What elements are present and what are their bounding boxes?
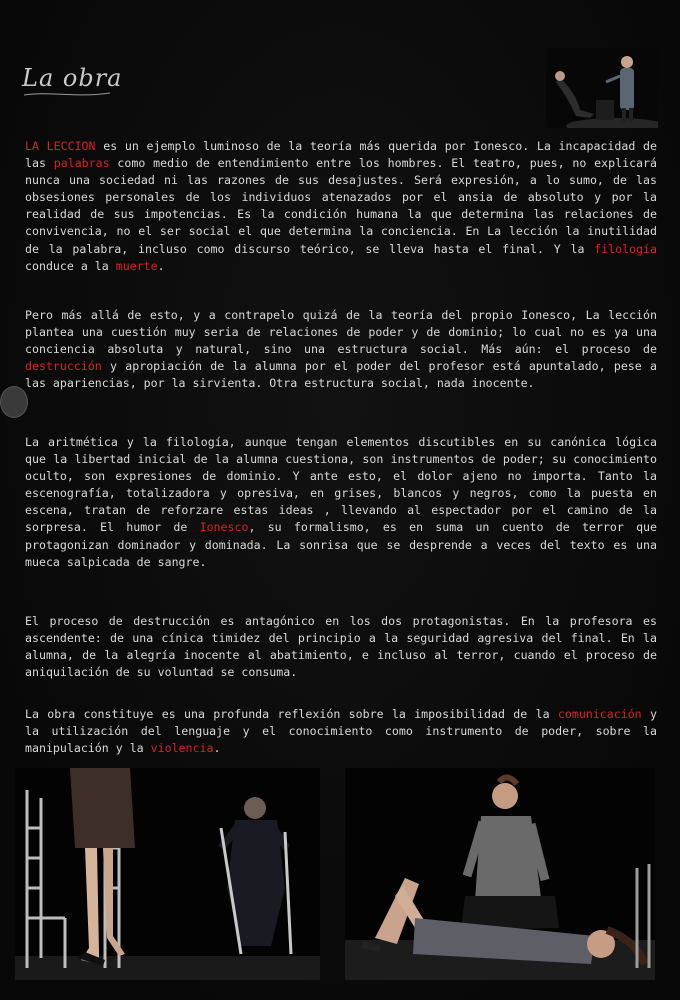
stage-photo-bottom-left xyxy=(15,768,320,980)
text-run: como medio de entendimiento entre los hombres. El teatro, pues, no explicará nunca una sociedad ni las razones de sus desajustes. Será expresión, a lo sumo, de las obsesiones personales de los individuos atenazados por el ansia de absoluto y por la realidad de sus impotencias. Es la condición humana la que determina las relaciones de convivencia, no el ser social el que determina la conciencia. En La lección la inutilidad de la palabra, incluso como discurso teórico, se lleva hasta el final. Y la xyxy=(25,156,657,256)
highlighted-word: palabras xyxy=(53,156,110,171)
highlighted-word: violencia xyxy=(150,741,214,756)
paragraph-3 xyxy=(25,434,657,571)
highlighted-word: filología xyxy=(594,241,657,256)
paragraph-2 xyxy=(25,307,657,392)
text-run: Pero más allá de esto, y a contrapelo quizá de la teoría del propio Ionesco, La lección plantea una cuestión muy seria de relaciones de poder y de dominio; lo cual no es ya una conciencia absoluta y natural, sino una estructura social. Más aún: el proceso de xyxy=(25,308,657,357)
stage-photo-bottom-right xyxy=(345,768,655,980)
text-run: , su formalismo, es en suma un cuento de terror que protagonizan dominador y dominada. La sonrisa que se desprende a veces del texto es una mueca salpicada de sangre. xyxy=(25,520,658,569)
paragraph-1 xyxy=(25,138,657,275)
heading-underline-swash xyxy=(22,90,112,98)
text-run: . xyxy=(157,258,165,273)
text-run: es un ejemplo luminoso de la teoría más querida por Ionesco. La incapacidad de las xyxy=(25,139,657,171)
text-run: . xyxy=(213,741,221,756)
text-run: El proceso de destrucción es antagónico en los dos protagonistas. En la profesora es ascendente: de una cínica timidez del principio a la seguridad agresiva del final. En la alumna, de la alegría inocente al abatimiento, e incluso al terror, cuando el proceso de aniquilación de su voluntad se consuma. xyxy=(25,614,657,680)
text-run: La obra constituye es una profunda reflexión sobre la imposibilidad de la xyxy=(25,707,558,721)
text-run: y apropiación de la alumna por el poder del profesor está apuntalado, pese a las apariencias, por la sirvienta. Otra estructura social, nada inocente. xyxy=(25,359,657,391)
text-run: La aritmética y la filología, aunque tengan elementos discutibles en su canónica lógica que la libertad inicial de la alumna cuestiona, son instrumentos de poder; su conocimiento oculto, son expresiones de dominio. Y ante esto, el dolor ajeno no importa. Tanto la escenografía, totalizadora y opresiva, en grises, blancos y negros, como la puesta en escena, tratan de reforzare estas ideas , llevando al espectador por el camino de la sorpresa. El humor de xyxy=(25,435,657,535)
highlighted-word: destrucción xyxy=(25,359,102,374)
paragraph-4 xyxy=(25,613,657,681)
highlighted-word: comunicación xyxy=(557,707,642,721)
text-run: conduce a la xyxy=(25,258,116,273)
text-run: y la utilización del lenguaje y el conocimiento como instrumento de poder, sobre la manipulación y la xyxy=(25,707,657,756)
highlighted-word: LA LECCION xyxy=(25,139,96,153)
section-heading: La obra xyxy=(22,64,123,92)
stage-photo-top xyxy=(546,48,658,128)
paragraph-5 xyxy=(25,706,657,757)
binding-hole xyxy=(0,386,28,418)
highlighted-word: Ionesco xyxy=(199,520,249,535)
highlighted-word: muerte xyxy=(115,258,158,273)
